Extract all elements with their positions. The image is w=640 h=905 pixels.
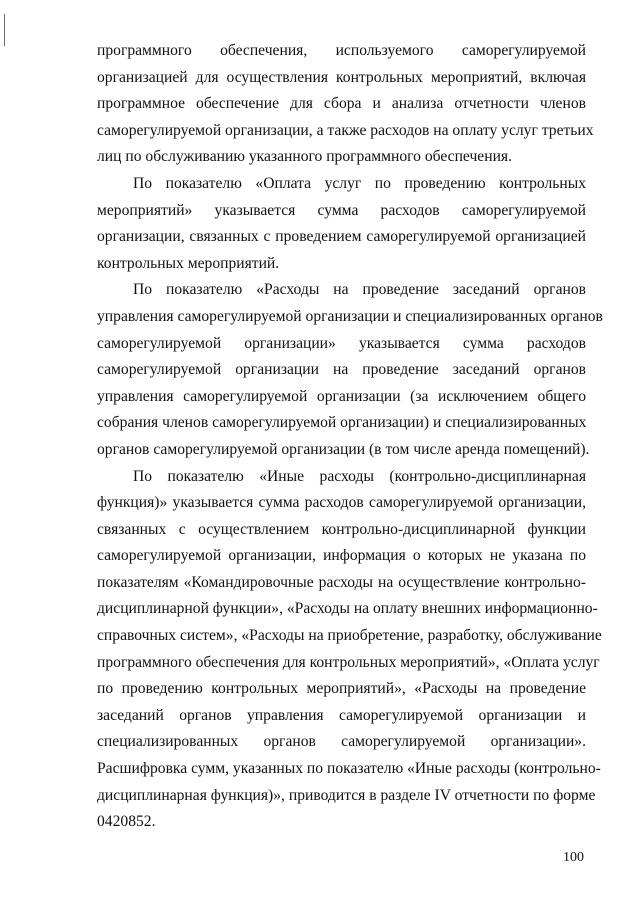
text-line: саморегулируемой организации на проведение заседаний органов <box>97 361 586 379</box>
text-line: справочных систем», «Расходы на приобретение, разработку, обслуживание <box>97 627 602 645</box>
text-line: программного обеспечения, используемого саморегулируемой <box>97 42 586 59</box>
text-line: Расшифровка сумм, указанных по показателю «Иные расходы (контрольно- <box>97 760 601 778</box>
text-line: дисциплинарная функция)», приводится в разделе IV отчетности по форме <box>97 786 596 804</box>
text-line: По показателю «Расходы на проведение заседаний органов <box>133 281 586 299</box>
text-line: программное обеспечение для сбора и анализа отчетности членов <box>97 95 586 113</box>
text-line: организации, связанных с проведением саморегулируемой организацией <box>97 228 586 246</box>
scan-edge-mark <box>4 14 5 46</box>
text-line: управления саморегулируемой организации и специализированных органов <box>97 307 603 325</box>
text-line: По показателю «Оплата услуг по проведению контрольных <box>133 174 586 192</box>
text-line: мероприятий» указывается сумма расходов саморегулируемой <box>97 201 586 219</box>
text-line: по проведению контрольных мероприятий», «Расходы на проведение <box>97 680 586 698</box>
text-line: органов саморегулируемой организации (в том числе аренда помещений). <box>97 440 590 458</box>
text-line: По показателю «Иные расходы (контрольно-дисциплинарная <box>133 467 586 485</box>
text-line: саморегулируемой организации» указывается сумма расходов <box>97 334 586 352</box>
text-line: организацией для осуществления контрольных мероприятий, включая <box>97 68 586 86</box>
text-line: саморегулируемой организации, а также расходов на оплату услуг третьих <box>97 121 594 139</box>
text-line: специализированных органов саморегулируемой организации». <box>97 733 586 751</box>
text-line: связанных с осуществлением контрольно-дисциплинарной функции <box>97 520 586 538</box>
text-line: лиц по обслуживанию указанного программного обеспечения. <box>97 148 512 166</box>
text-line: функция)» указывается сумма расходов саморегулируемой организации, <box>97 494 586 512</box>
text-line: 0420852. <box>97 813 156 831</box>
text-line: дисциплинарной функции», «Расходы на оплату внешних информационно- <box>97 600 598 618</box>
text-line: управления саморегулируемой организации (за исключением общего <box>97 387 586 405</box>
text-line: программного обеспечения для контрольных мероприятий», «Оплата услуг <box>97 653 600 671</box>
text-line: собрания членов саморегулируемой организации) и специализированных <box>97 414 587 432</box>
text-line: саморегулируемой организации, информация о которых не указана по <box>97 547 586 565</box>
page-number: 100 <box>563 850 584 865</box>
text-line: заседаний органов управления саморегулируемой организации и <box>97 706 586 724</box>
body-text <box>97 38 603 836</box>
text-line: показателям «Командировочные расходы на осуществление контрольно- <box>97 573 586 591</box>
text-line: контрольных мероприятий. <box>97 254 280 272</box>
